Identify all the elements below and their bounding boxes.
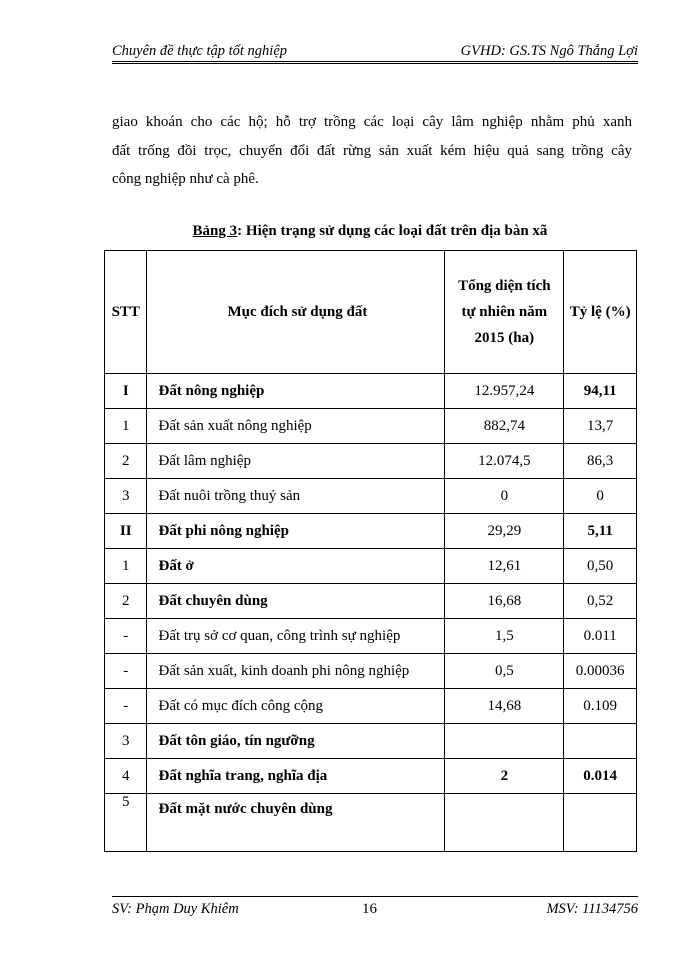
cell-stt: 4	[105, 759, 147, 794]
cell-purpose: Đất mặt nước chuyên dùng	[147, 794, 445, 852]
cell-ratio: 0.014	[564, 759, 637, 794]
caption-label: Bảng 3	[192, 223, 238, 239]
cell-area: 0	[445, 479, 564, 514]
caption-text: : Hiện trạng sử dụng các loại đất trên địa bàn xã	[237, 223, 548, 239]
cell-area: 12,61	[445, 549, 564, 584]
cell-ratio: 0	[564, 479, 637, 514]
cell-stt: 2	[105, 444, 147, 479]
footer-student-id: MSV: 11134756	[546, 901, 638, 917]
cell-ratio: 94,11	[564, 374, 637, 409]
table-row	[105, 654, 637, 689]
header-area: Tổng diện tích tự nhiên năm 2015 (ha)	[445, 251, 564, 374]
paragraph-line-2: đất trống đồi trọc, chuyển đổi đất rừng sản xuất kém hiệu quả sang trồng cây	[112, 142, 632, 159]
cell-purpose: Đất có mục đích công cộng	[147, 689, 445, 724]
cell-ratio	[564, 794, 637, 852]
footer-rule	[112, 896, 638, 897]
cell-ratio: 0.00036	[564, 654, 637, 689]
cell-area: 12.074,5	[445, 444, 564, 479]
cell-stt: 3	[105, 479, 147, 514]
page-header	[112, 36, 638, 60]
cell-ratio	[564, 724, 637, 759]
table-header-row	[105, 251, 637, 374]
cell-stt: 1	[105, 549, 147, 584]
table-row	[105, 759, 637, 794]
cell-ratio: 0,50	[564, 549, 637, 584]
cell-area: 0,5	[445, 654, 564, 689]
footer-student: SV: Phạm Duy Khiêm	[112, 901, 239, 917]
cell-ratio: 86,3	[564, 444, 637, 479]
cell-area	[445, 724, 564, 759]
cell-ratio: 0.011	[564, 619, 637, 654]
cell-purpose: Đất sản xuất, kinh doanh phi nông nghiệp	[147, 654, 445, 689]
header-rule	[112, 61, 638, 62]
cell-purpose: Đất phi nông nghiệp	[147, 514, 445, 549]
table-row	[105, 619, 637, 654]
cell-purpose: Đất chuyên dùng	[147, 584, 445, 619]
table-row	[105, 584, 637, 619]
cell-area	[445, 794, 564, 852]
cell-ratio: 0.109	[564, 689, 637, 724]
cell-stt: 5	[105, 794, 147, 852]
cell-stt: II	[105, 514, 147, 549]
cell-purpose: Đất trụ sở cơ quan, công trình sự nghiệp	[147, 619, 445, 654]
table-row	[105, 409, 637, 444]
table-row	[105, 724, 637, 759]
cell-purpose: Đất nông nghiệp	[147, 374, 445, 409]
cell-purpose: Đất nghĩa trang, nghĩa địa	[147, 759, 445, 794]
header-right-text: GVHD: GS.TS Ngô Thắng Lợi	[460, 43, 638, 59]
cell-purpose: Đất ở	[147, 549, 445, 584]
cell-area: 12.957,24	[445, 374, 564, 409]
header-stt: STT	[105, 251, 147, 374]
page-footer	[112, 901, 638, 921]
cell-stt: 3	[105, 724, 147, 759]
table-row	[105, 549, 637, 584]
cell-area: 14,68	[445, 689, 564, 724]
page-number: 16	[362, 901, 377, 917]
cell-ratio: 0,52	[564, 584, 637, 619]
table-caption	[104, 223, 636, 240]
cell-purpose: Đất lâm nghiệp	[147, 444, 445, 479]
paragraph-line-1: giao khoán cho các hộ; hỗ trợ trồng các loại cây lâm nghiệp nhằm phủ xanh	[112, 114, 632, 130]
cell-purpose: Đất sản xuất nông nghiệp	[147, 409, 445, 444]
table-row	[105, 794, 637, 852]
cell-area: 882,74	[445, 409, 564, 444]
cell-stt: -	[105, 654, 147, 689]
header-rule-second	[112, 63, 638, 64]
cell-purpose: Đất nuôi trồng thuỷ sản	[147, 479, 445, 514]
cell-stt: -	[105, 619, 147, 654]
table-row	[105, 689, 637, 724]
cell-area: 16,68	[445, 584, 564, 619]
land-use-table	[104, 250, 637, 852]
cell-stt: I	[105, 374, 147, 409]
cell-ratio: 5,11	[564, 514, 637, 549]
cell-area: 2	[445, 759, 564, 794]
cell-stt: -	[105, 689, 147, 724]
paragraph-line-3: công nghiệp như cà phê.	[112, 171, 259, 187]
header-ratio: Tỷ lệ (%)	[564, 251, 637, 374]
body-paragraph	[112, 108, 632, 194]
cell-stt: 2	[105, 584, 147, 619]
table-row	[105, 479, 637, 514]
header-left-text: Chuyên đề thực tập tốt nghiệp	[112, 43, 288, 59]
cell-stt: 1	[105, 409, 147, 444]
header-purpose: Mục đích sử dụng đất	[147, 251, 445, 374]
table-row	[105, 444, 637, 479]
table-row	[105, 374, 637, 409]
cell-area: 29,29	[445, 514, 564, 549]
cell-purpose: Đất tôn giáo, tín ngưỡng	[147, 724, 445, 759]
cell-ratio: 13,7	[564, 409, 637, 444]
cell-area: 1,5	[445, 619, 564, 654]
table-row	[105, 514, 637, 549]
